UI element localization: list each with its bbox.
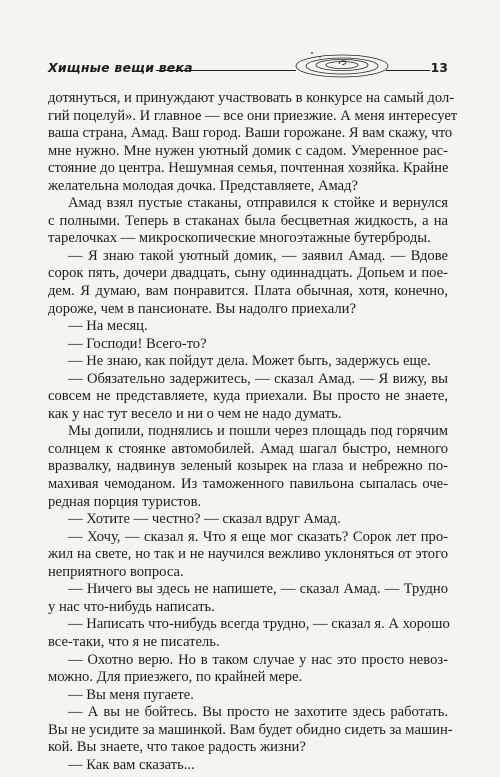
text-line: Вы не усидите за машинкой. Вам будет обидно сидеть за машин- bbox=[48, 721, 453, 738]
text-line: гий поцелуй». И главное — все они приезжие. А меня интересует bbox=[48, 107, 458, 124]
text-line: дем. Я думаю, вам понравится. Плата обычная, хотя, конечно, bbox=[48, 283, 448, 300]
page-number: 13 bbox=[430, 60, 448, 75]
text-line: — Хочу, — сказал я. Что я еще мог сказать? Сорок лет про- bbox=[68, 528, 448, 545]
text-line: махивая чемоданом. Из таможенного павильона сыпалась оче- bbox=[48, 476, 448, 493]
text-line: кой. Вы знаете, что такое радость жизни? bbox=[48, 739, 306, 756]
text-line: можно. Для приезжего, по крайней мере. bbox=[48, 669, 303, 686]
text-line: неприятного вопроса. bbox=[48, 563, 184, 580]
text-line: — Вы меня пугаете. bbox=[68, 686, 194, 703]
page-header bbox=[48, 56, 448, 82]
text-line: — Написать что-нибудь всегда трудно, — сказал я. А хорошо bbox=[68, 616, 450, 633]
text-line: солнцем к стоянке автомобилей. Амад шагал быстро, немного bbox=[48, 440, 448, 457]
text-line: жил на свете, но так и не научился вежливо уклоняться от этого bbox=[48, 546, 448, 563]
text-line: совсем не представляете, куда приехали. Вы просто не знаете, bbox=[48, 388, 448, 405]
text-line: — Ничего вы здесь не напишете, — сказал Амад. — Трудно bbox=[68, 581, 448, 598]
text-line: дотянуться, и принуждают участвовать в конкурсе на самый дол- bbox=[48, 90, 455, 106]
text-line: — Не знаю, как пойдут дела. Может быть, задержусь еще. bbox=[68, 353, 431, 370]
text-line: ваша страна, Амад. Ваш город. Ваши горожане. Я вам скажу, что bbox=[48, 125, 453, 142]
text-line: Амад взял пустые стаканы, отправился к стойке и вернулся bbox=[68, 195, 448, 212]
text-line: — На месяц. bbox=[68, 318, 148, 335]
header-rule-left bbox=[156, 70, 296, 71]
text-line: тарелочках — микроскопические многоэтажные бутерброды. bbox=[48, 230, 431, 247]
text-line: — Я знаю такой уютный домик, — заявил Амад. — Вдове bbox=[68, 247, 448, 264]
header-rule-right bbox=[386, 70, 430, 71]
text-line: вразвалку, надвинув зеленый козырек на глаза и небрежно по- bbox=[48, 458, 448, 475]
text-line: — Как вам сказать... bbox=[68, 756, 195, 773]
text-line: Мы допили, поднялись и пошли через площадь под горячим bbox=[68, 423, 448, 440]
text-line: — Обязательно задержитесь, — сказал Амад. — Я вижу, вы bbox=[68, 370, 448, 387]
text-line: все-таки, что я не писатель. bbox=[48, 633, 220, 650]
body-text bbox=[48, 90, 458, 774]
text-line: редная порция туристов. bbox=[48, 493, 202, 510]
swirl-ornament-icon bbox=[292, 48, 392, 82]
text-line: — Господи! Всего-то? bbox=[68, 335, 207, 352]
text-line: желательна молодая дочка. Представляете, Амад? bbox=[48, 177, 359, 194]
text-line: сорок пять, дочери двадцать, сыну одиннадцать. Допьем и пое- bbox=[48, 265, 448, 282]
text-line: дороже, чем в пансионате. Вы надолго приехали? bbox=[48, 300, 356, 317]
text-line: с полными. Теперь в стаканах была бесцветная жидкость, а на bbox=[48, 212, 448, 229]
text-line: стояние до центра. Нешумная семья, почтенная хозяйка. Крайне bbox=[48, 160, 449, 177]
text-line: мне нужно. Мне нужен уютный домик с садом. Умеренное рас- bbox=[48, 142, 448, 159]
text-line: как у нас тут весело и ни о чем не надо думать. bbox=[48, 405, 342, 422]
text-line: — Охотно верю. Но в таком случае у нас это просто невоз- bbox=[68, 651, 448, 668]
text-line: — А вы не бойтесь. Вы просто не захотите здесь работать. bbox=[68, 704, 448, 721]
running-title: Хищные вещи века bbox=[48, 60, 193, 75]
text-line: — Хотите — честно? — сказал вдруг Амад. bbox=[68, 511, 341, 528]
text-line: у нас что-нибудь написать. bbox=[48, 598, 215, 615]
